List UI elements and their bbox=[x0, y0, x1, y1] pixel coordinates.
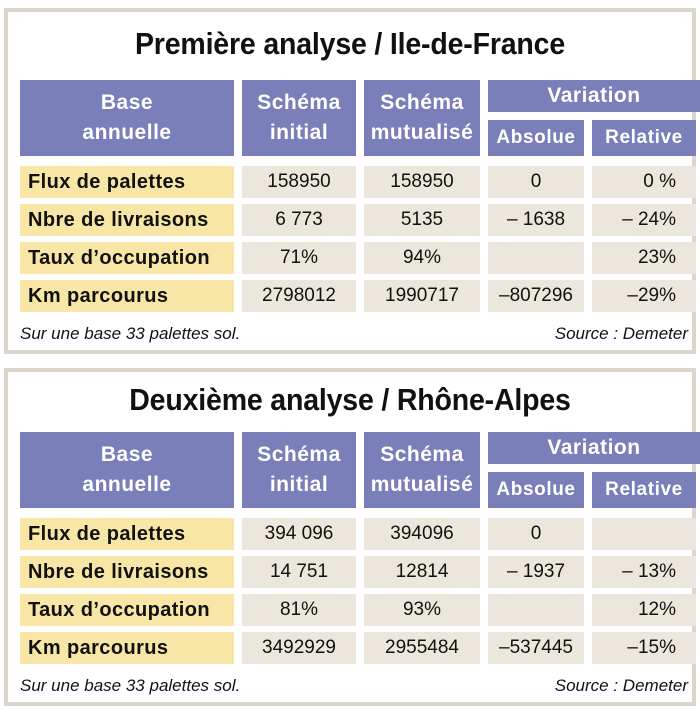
cell-initial: 71% bbox=[242, 242, 356, 274]
source-note: Source : Demeter bbox=[554, 676, 688, 695]
row-label: Taux d’occupation bbox=[20, 242, 234, 274]
header-schema-initial: Schéma initial bbox=[242, 432, 356, 508]
cell-absolue: –807296 bbox=[488, 280, 584, 312]
row-label: Flux de palettes bbox=[20, 166, 234, 198]
cell-relative: 0 % bbox=[592, 166, 696, 198]
cell-mutualise: 158950 bbox=[364, 166, 480, 198]
header-absolue: Absolue bbox=[488, 120, 584, 156]
row-label: Taux d’occupation bbox=[20, 594, 234, 626]
cell-initial: 6 773 bbox=[242, 204, 356, 236]
cell-initial: 2798012 bbox=[242, 280, 356, 312]
footnote: Sur une base 33 palettes sol. bbox=[20, 676, 241, 695]
cell-absolue: – 1638 bbox=[488, 204, 584, 236]
cell-absolue: – 1937 bbox=[488, 556, 584, 588]
table-panel-rhone-alpes bbox=[4, 368, 696, 706]
cell-initial: 394 096 bbox=[242, 518, 356, 550]
footnote: Sur une base 33 palettes sol. bbox=[20, 324, 241, 343]
cell-relative: – 24% bbox=[592, 204, 696, 236]
cell-initial: 158950 bbox=[242, 166, 356, 198]
cell-absolue: –537445 bbox=[488, 632, 584, 664]
header-schema-initial: Schéma initial bbox=[242, 80, 356, 156]
cell-mutualise: 2955484 bbox=[364, 632, 480, 664]
cell-initial: 14 751 bbox=[242, 556, 356, 588]
header-base-annuelle: Base annuelle bbox=[20, 432, 234, 508]
header-absolue: Absolue bbox=[488, 472, 584, 508]
cell-absolue: 0 bbox=[488, 518, 584, 550]
cell-relative: – 13% bbox=[592, 556, 696, 588]
cell-absolue bbox=[488, 242, 584, 274]
cell-relative: –29% bbox=[592, 280, 696, 312]
header-base-annuelle: Base annuelle bbox=[20, 80, 234, 156]
cell-mutualise: 94% bbox=[364, 242, 480, 274]
header-schema-mutualise: Schéma mutualisé bbox=[364, 80, 480, 156]
cell-mutualise: 93% bbox=[364, 594, 480, 626]
header-relative: Relative bbox=[592, 120, 696, 156]
cell-initial: 3492929 bbox=[242, 632, 356, 664]
cell-mutualise: 12814 bbox=[364, 556, 480, 588]
table-title: Première analyse / Ile-de-France bbox=[134, 26, 566, 61]
cell-absolue bbox=[488, 594, 584, 626]
source-note: Source : Demeter bbox=[554, 324, 688, 343]
header-schema-mutualise: Schéma mutualisé bbox=[364, 432, 480, 508]
cell-relative: 12% bbox=[592, 594, 696, 626]
cell-relative bbox=[592, 518, 696, 550]
table-panel-ile-de-france bbox=[4, 8, 696, 354]
row-label: Km parcourus bbox=[20, 632, 234, 664]
header-relative: Relative bbox=[592, 472, 696, 508]
cell-initial: 81% bbox=[242, 594, 356, 626]
cell-mutualise: 5135 bbox=[364, 204, 480, 236]
row-label: Nbre de livraisons bbox=[20, 556, 234, 588]
cell-relative: 23% bbox=[592, 242, 696, 274]
cell-mutualise: 1990717 bbox=[364, 280, 480, 312]
cell-mutualise: 394096 bbox=[364, 518, 480, 550]
table-title: Deuxième analyse / Rhône-Alpes bbox=[129, 382, 571, 417]
header-variation: Variation bbox=[488, 432, 700, 464]
cell-relative: –15% bbox=[592, 632, 696, 664]
cell-absolue: 0 bbox=[488, 166, 584, 198]
row-label: Flux de palettes bbox=[20, 518, 234, 550]
header-variation: Variation bbox=[488, 80, 700, 112]
row-label: Nbre de livraisons bbox=[20, 204, 234, 236]
row-label: Km parcourus bbox=[20, 280, 234, 312]
